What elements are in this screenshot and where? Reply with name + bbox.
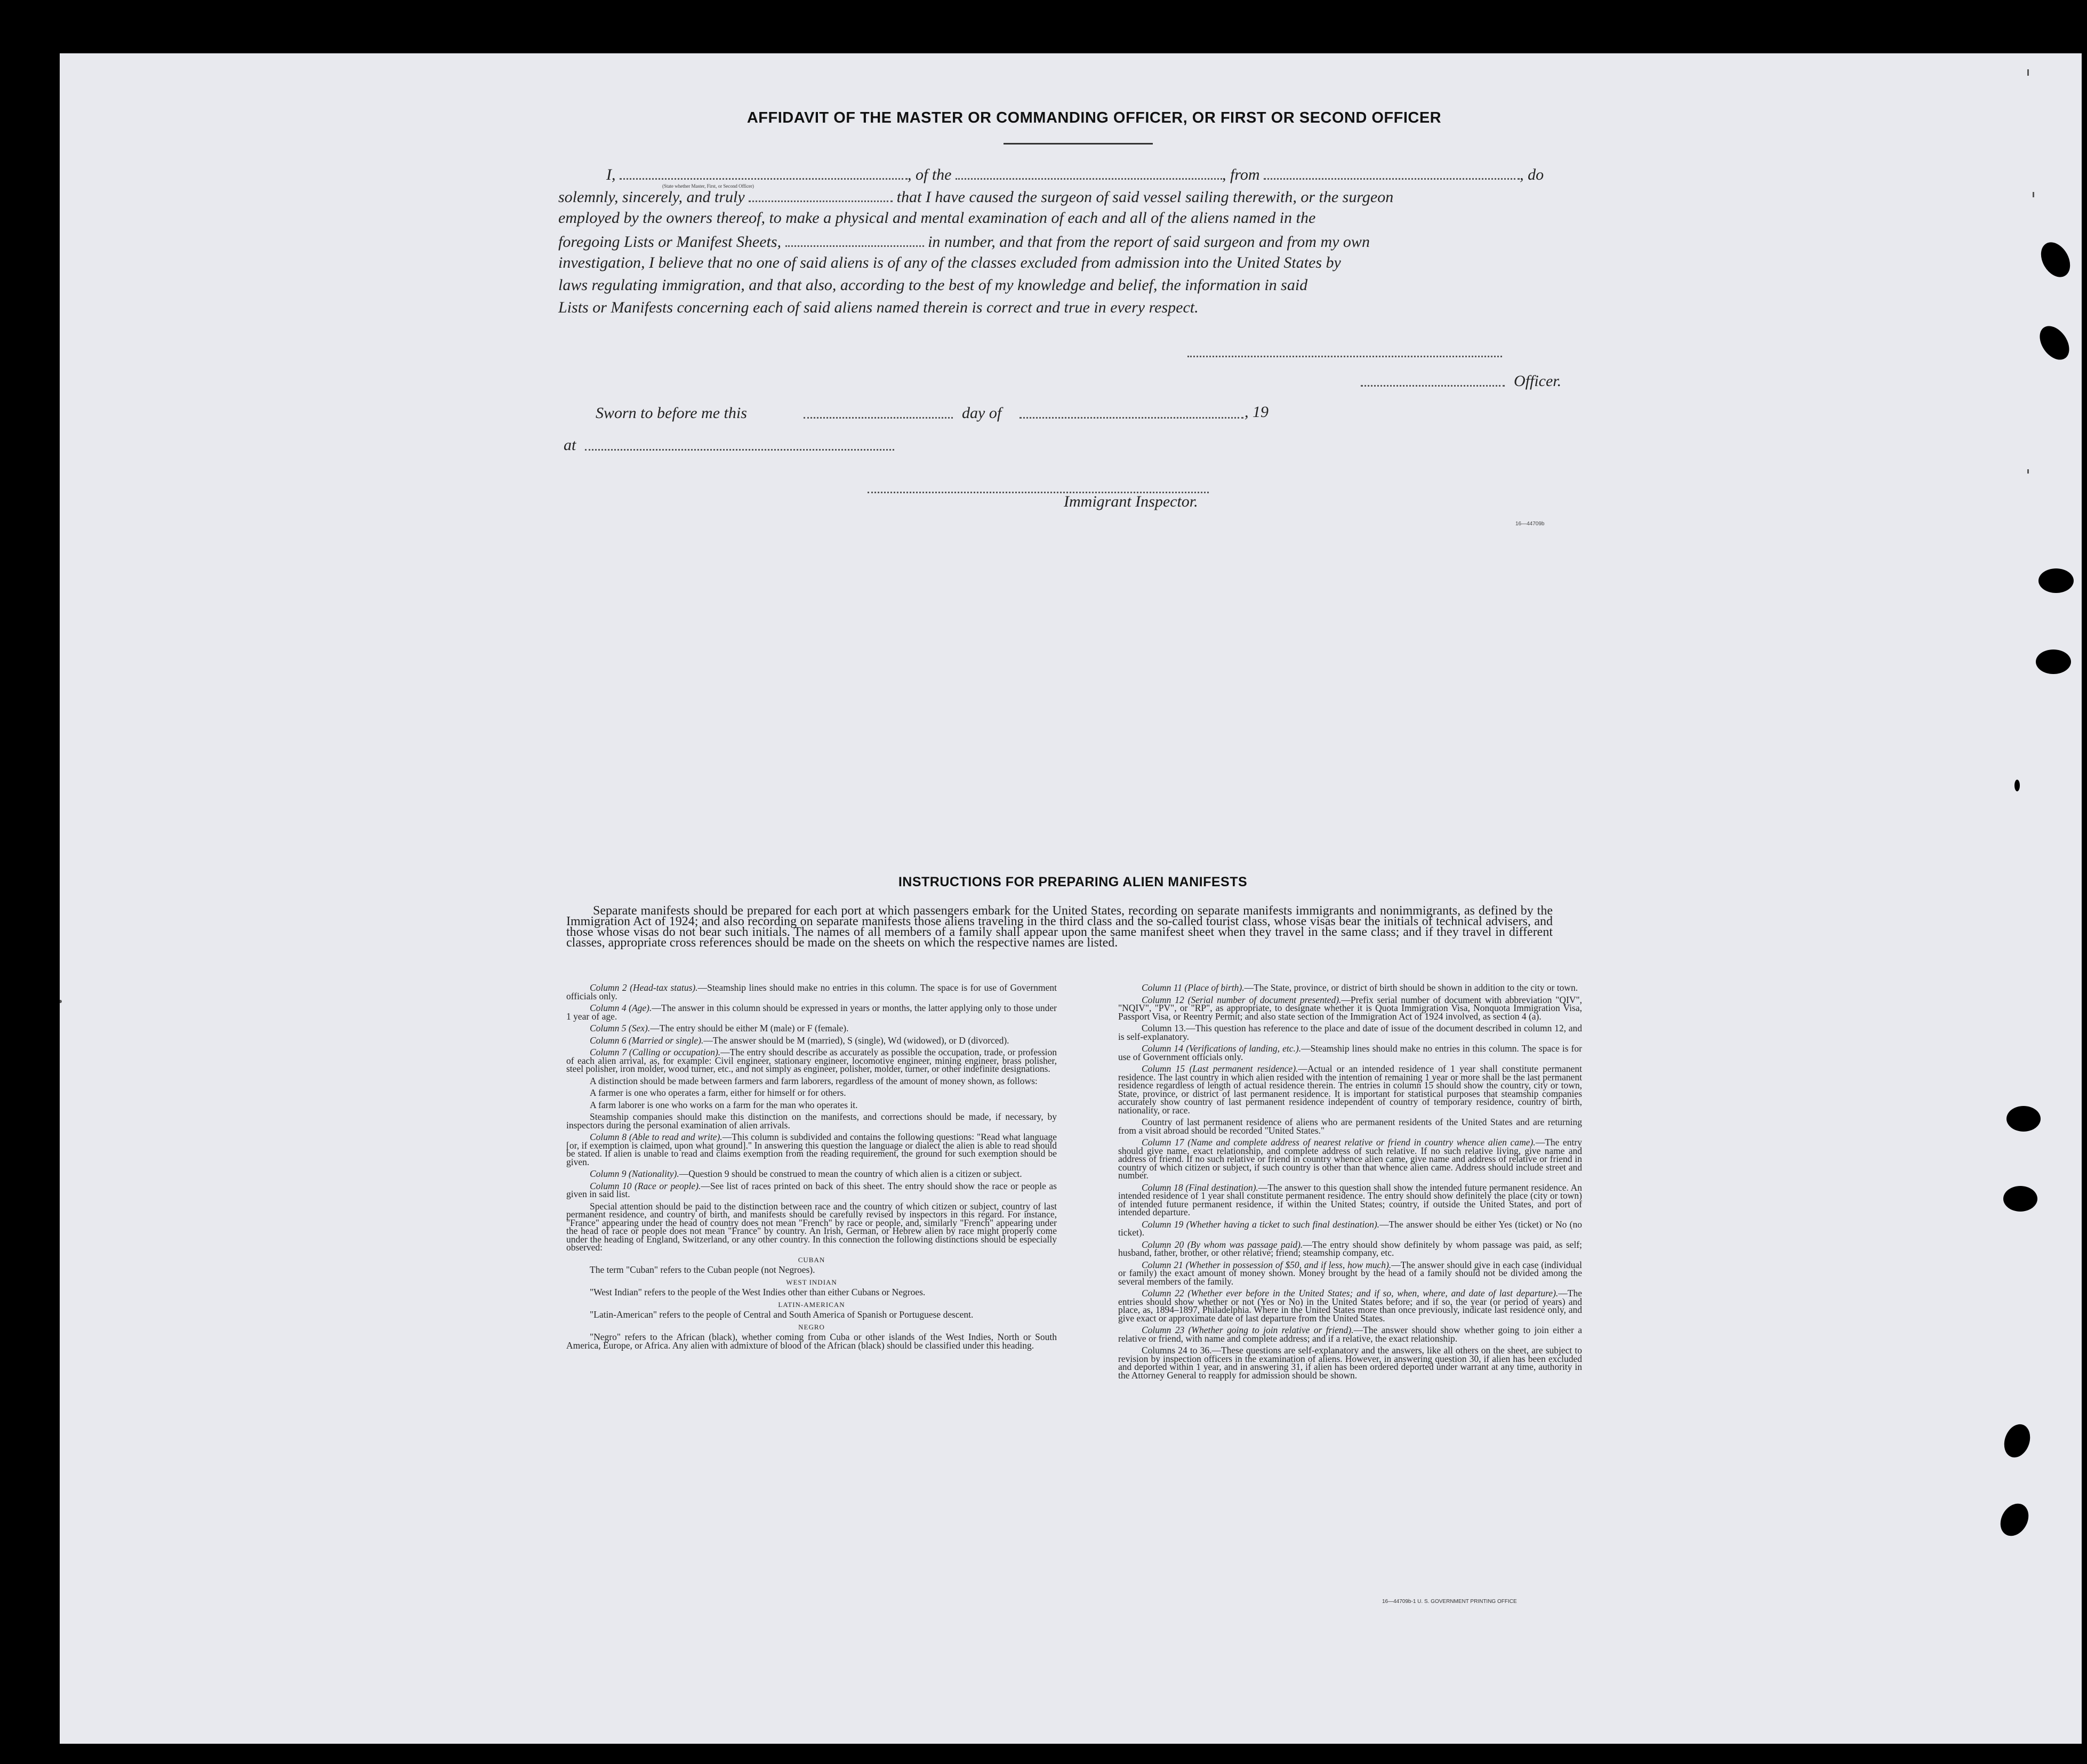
affidavit-line-1 <box>558 164 1555 184</box>
affidavit-text: foregoing Lists or Manifest Sheets, <box>558 233 782 251</box>
farm-note-3: A farm laborer is one who works on a farm for the man who operates it. <box>590 1099 858 1110</box>
sworn-month-field[interactable] <box>1020 416 1243 419</box>
instructions-right-column <box>1118 984 1582 1383</box>
negro-note: "Negro" refers to the African (black), whether coming from Cuba or other islands of the West Indies, North or South America, Europe, or Africa. Any alien with admixture of blood of the African (black) should be classified under this heading. <box>566 1332 1057 1351</box>
edge-mark <box>2033 192 2034 197</box>
affidavit-from: , from <box>1222 166 1260 183</box>
latin-american-heading: LATIN-AMERICAN <box>778 1300 845 1309</box>
column-22-note: Column 22 (Whether ever before in the United States; and if so, when, where, and date of last departure).—The entries should show whether or not (Yes or No) in the United States before; and if so, the year (or period of years) and place, as, 1894–1897, Philadelphia. Where in the United States more than once previously, indicate last residence only, and give exact or approximate date of last departure from the United States. <box>1118 1288 1582 1324</box>
punch-hole <box>2038 568 2074 593</box>
affidavit-line-5: investigation, I believe that no one of said aliens is of any of the classes excluded from admission into the United States by <box>558 254 1341 271</box>
affidavit-line-6: laws regulating immigration, and that also, according to the best of my knowledge and belief, the information in said <box>558 276 1308 294</box>
negro-heading: NEGRO <box>798 1322 825 1331</box>
sheet-count-field[interactable] <box>785 231 924 247</box>
column-9-note: Column 9 (Nationality).—Question 9 should be construed to mean the country of which alien is a citizen or subject. <box>590 1168 1022 1179</box>
column-10-note: Column 10 (Race or people).—See list of races printed on back of this sheet. The entry should show the race or people as given in said list. <box>566 1180 1057 1199</box>
form-code: 16—44709b <box>1515 521 1545 527</box>
inspector-label: Immigrant Inspector. <box>1064 493 1198 510</box>
column-4-note: Column 4 (Age).—The answer in this column should be expressed in years or months, the latter applying only to those under 1 year of age. <box>566 1003 1057 1022</box>
officer-signature-line[interactable] <box>1187 355 1502 357</box>
column-2-note: Column 2 (Head-tax status).—Steamship lines should make no entries in this column. The space is for use of Government officials only. <box>566 982 1057 1001</box>
sworn-label: Sworn to before me this <box>596 404 747 422</box>
departure-port-field[interactable] <box>1264 164 1520 180</box>
instructions-intro: Separate manifests should be prepared for each port at which passengers embark for the United States, recording on separate manifests immigrants and nonimmigrants, as defined by the Immigration Act of 1924; and also recording on separate manifests those aliens traveling in the third class and the so-called tourist class, whose visas bear the initials of technical advisers, and those whose visas do not bear such initials. The names of all members of a family shall appear upon the same manifest sheet when they travel in the same class; and if they travel in different classes, appropriate cross references should be made on the sheets on which the respective names are listed. <box>566 904 1553 950</box>
column-11-note: Column 11 (Place of birth).—The State, province, or district of birth should be shown in addition to the city or town. <box>1142 982 1578 993</box>
farm-note-2: A farmer is one who operates a farm, either for himself or for others. <box>590 1087 846 1098</box>
affidavit-line-7: Lists or Manifests concerning each of said aliens named therein is correct and true in every respect. <box>558 299 1199 316</box>
columns-24-36-note: Columns 24 to 36.—These questions are self-explanatory and the answers, like all others on the sheet, are subject to revision by inspection officers in the examination of aliens. However, in answering question 30, if alien has been excluded and deported within 1 year, and in answering 31, if alien has been ordered deported under warrant at any time, authority in the Attorney General to reapply for admission should be shown. <box>1118 1345 1582 1381</box>
instructions-left-column <box>566 984 1057 1353</box>
latin-american-note: "Latin-American" refers to the people of Central and South America of Spanish or Portuguese descent. <box>590 1309 974 1320</box>
affidavit-do: , do <box>1520 166 1544 183</box>
vessel-name-field[interactable] <box>956 164 1222 180</box>
column-14-note: Column 14 (Verifications of landing, etc.).—Steamship lines should make no entries in this column. The space is for use of Government officials only. <box>1118 1043 1583 1062</box>
at-label: at <box>564 436 576 454</box>
cuban-heading: CUBAN <box>798 1255 825 1264</box>
column-15-note-b: Country of last permanent residence of aliens who are permanent residents of the United States and are returning from a visit abroad should be recorded "United States." <box>1118 1117 1582 1136</box>
day-of-label: day of <box>962 404 1002 422</box>
edge-mark <box>2027 469 2029 474</box>
officer-title-line[interactable] <box>1361 384 1505 387</box>
officer-label: Officer. <box>1514 372 1562 390</box>
affidavit-text: that I have caused the surgeon of said vessel sailing therewith, or the surgeon <box>896 188 1394 206</box>
affidavit-text: solemnly, sincerely, and truly <box>558 188 745 206</box>
column-17-note: Column 17 (Name and complete address of nearest relative or friend in country whence alien came).—The entry should give name, exact relationship, and complete address of such relative. If no such relative living, give name and address of friend. If no such relative or friend in country whence alien came, give name and address of relative or friend in country of which citizen or subject, if such country is other than that whence alien came. Address should include street and number. <box>1118 1137 1582 1181</box>
column-7-note: Column 7 (Calling or occupation).—The entry should describe as accurately as possible the occupation, trade, or profession of each alien arrival, as, for example: Civil engineer, stationary engineer, locomotive engineer, mining engineer, brass polisher, steel polisher, iron molder, wood turner, etc., and not simply as engineer, polisher, molder, turner, or other indefinite designations. <box>566 1047 1057 1074</box>
special-attention-note: Special attention should be paid to the distinction between race and the country of which citizen or subject, country of last permanent residence, and country of birth, and manifests should be carefully revised by inspectors in this regard. For instance, "France" appearing under the head of country does not mean "French" by race or people, and, similarly "French" appearing under the head of race or people does not mean "France" by country. An Irish, German, or Hebrew alien by race might properly come under the heading of England, Switzerland, or any other country. In this connection the following distinctions should be especially observed: <box>566 1200 1057 1253</box>
column-12-note: Column 12 (Serial number of document presented).—Prefix serial number of document with abbreviation "QIV", "NQIV", "PV", or "RP", as appropriate, to designate whether it is Quota Immigration Visa, Nonquota Immigration Visa, Passport Visa, or Reentry Permit; and also state section of the Immigration Act of 1924 involved, as section 4 (a). <box>1118 994 1582 1022</box>
officer-name-field[interactable] <box>749 187 893 202</box>
farm-note-4: Steamship companies should make this distinction on the manifests, and corrections should be made, if necessary, by inspectors during the personal examination of alien arrivals. <box>566 1111 1057 1130</box>
sworn-place-field[interactable] <box>585 448 894 451</box>
affidavit-line-4 <box>558 231 1555 251</box>
affidavit-title: AFFIDAVIT OF THE MASTER OR COMMANDING OFFICER, OR FIRST OR SECOND OFFICER <box>746 109 1442 126</box>
column-13-note: Column 13.—This question has reference to the place and date of issue of the document described in column 12, and is self-explanatory. <box>1118 1023 1582 1042</box>
west-indian-note: "West Indian" refers to the people of the West Indies other than either Cubans or Negroes. <box>590 1287 926 1297</box>
cuban-note: The term "Cuban" refers to the Cuban people (not Negroes). <box>590 1264 815 1275</box>
punch-hole <box>2014 780 2020 791</box>
speck-mark <box>60 1000 62 1003</box>
sworn-day-field[interactable] <box>804 416 953 419</box>
printing-office-code: 16—44709b-1 U. S. GOVERNMENT PRINTING OFFICE <box>1382 1599 1517 1605</box>
affidavit-i: I, <box>606 166 616 183</box>
punch-hole <box>2006 1106 2041 1132</box>
column-20-note: Column 20 (By whom was passage paid).—The entry should show definitely by whom passage was paid, as self; husband, father, brother, or other relative; friend; steamship company, etc. <box>1118 1239 1582 1258</box>
farm-note-1: A distinction should be made between farmers and farm laborers, regardless of the amount of money shown, as follows: <box>590 1075 1038 1086</box>
year-label: , 19 <box>1245 403 1269 421</box>
punch-hole <box>2036 650 2071 674</box>
officer-rank-field[interactable] <box>620 164 908 180</box>
west-indian-heading: WEST INDIAN <box>786 1278 837 1286</box>
column-21-note: Column 21 (Whether in possession of $50, and if less, how much).—The answer should give in each case (individual or family) the exact amount of money shown. Money brought by the head of a family should not be divided among the several members of the family. <box>1118 1259 1583 1287</box>
officer-rank-note: (State whether Master, First, or Second Officer) <box>662 183 754 189</box>
affidavit-line-3: employed by the owners thereof, to make a physical and mental examination of each and all of the aliens named in the <box>558 209 1316 227</box>
column-23-note: Column 23 (Whether going to join relative or friend).—The answer should show whether going to join either a relative or friend, with name and complete address; and if a relative, the exact relationship. <box>1118 1325 1582 1344</box>
affidavit-line-2 <box>558 187 1555 206</box>
instructions-title: INSTRUCTIONS FOR PREPARING ALIEN MANIFESTS <box>898 875 1248 889</box>
column-6-note: Column 6 (Married or single).—The answer should be M (married), S (single), Wd (widowed), or D (divorced). <box>590 1035 1009 1046</box>
column-8-note: Column 8 (Able to read and write).—This column is subdivided and contains the following questions: "Read what language [or, if exemption is claimed, upon what ground]." In answering this question the language or dialect the alien is able to read should be stated. If alien is unable to read and claims exemption from the reading requirement, the ground for such exemption should be given. <box>566 1132 1057 1167</box>
punch-hole <box>2003 1186 2037 1212</box>
title-rule <box>1004 143 1153 145</box>
column-18-note: Column 18 (Final destination).—The answer to this question shall show the intended future permanent residence. An intended residence of 1 year shall constitute permanent residence. The entry should show definitely the place (city or town) of intended future permanent residence, if within the United States; country, if outside the United States, and port of intended departure. <box>1118 1182 1582 1217</box>
affidavit-of-the: , of the <box>908 166 952 183</box>
column-15-note: Column 15 (Last permanent residence).—Actual or an intended residence of 1 year shall constitute permanent residence. The last country in which alien resided with the intention of remaining 1 year or more shall be the last permanent residence regardless of length of actual residence therein. The entries in column 15 should show the country, city or town, State, province, or district of last permanent residence. It is important for statistical purposes that steamship companies accurately show country of last permanent residence independent of country of temporary residence, country of birth, nationality, or race. <box>1118 1063 1582 1116</box>
column-5-note: Column 5 (Sex).—The entry should be either M (male) or F (female). <box>590 1023 849 1033</box>
column-19-note: Column 19 (Whether having a ticket to such final destination).—The answer should be either Yes (ticket) or No (no ticket). <box>1118 1218 1582 1238</box>
affidavit-text: in number, and that from the report of said surgeon and from my own <box>928 233 1370 251</box>
manifest-sheet <box>60 53 2082 1744</box>
edge-mark <box>2027 69 2029 76</box>
